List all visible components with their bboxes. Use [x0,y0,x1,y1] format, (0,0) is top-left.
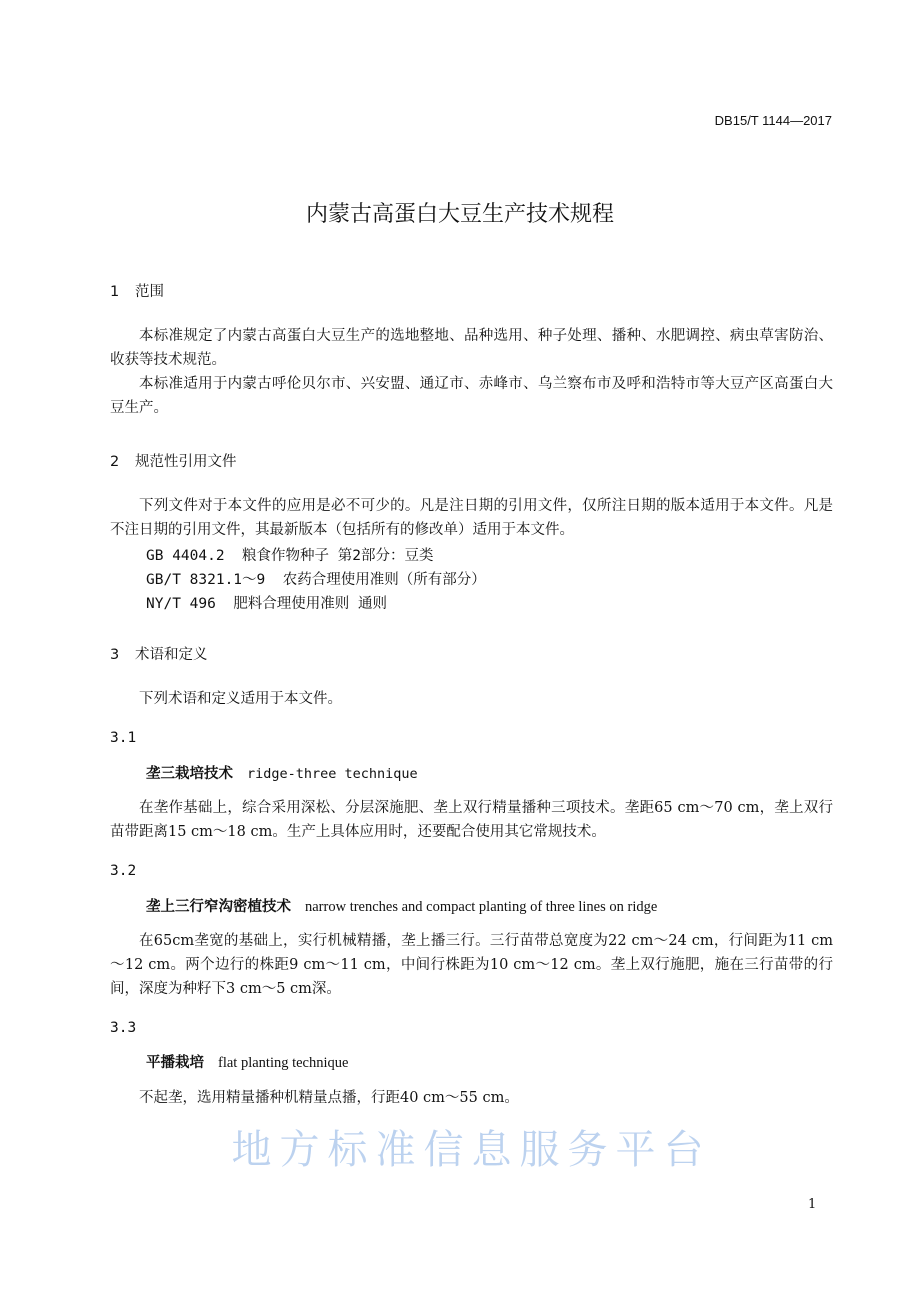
term-chinese: 垄上三行窄沟密植技术 [146,899,291,915]
term-number: 3.1 [110,730,137,746]
scope-paragraph-1: 本标准规定了内蒙古高蛋白大豆生产的选地整地、品种选用、种子处理、播种、水肥调控、病虫草害防治、收获等技术规范。 [110,328,833,368]
document-body [110,280,833,1174]
reference-code: NY/T 496 [146,596,216,612]
term-english: flat planting technique [218,1055,349,1071]
document-code: DB15/T 1144—2017 [714,113,832,128]
terms-intro: 下列术语和定义适用于本文件。 [139,691,342,707]
watermark: 地方标准信息服务平台 [231,1127,712,1173]
term-heading [110,1051,833,1075]
term-chinese: 平播栽培 [146,1055,204,1071]
scope-paragraph-2: 本标准适用于内蒙古呼伦贝尔市、兴安盟、通辽市、赤峰市、乌兰察布市及呼和浩特市等大豆产区高蛋白大豆生产。 [110,376,833,416]
section-number: 2 [110,454,120,470]
section-number: 3 [110,647,120,663]
reference-name: 农药合理使用准则（所有部分） [282,572,486,588]
section-title: 术语和定义 [135,647,208,663]
section-number: 1 [110,284,120,300]
term-definition: 不起垄，选用精量播种机精量点播，行距40 cm～55 cm。 [139,1090,519,1106]
reference-code: GB 4404.2 [146,548,225,564]
section-2-heading [110,450,833,474]
section-title: 规范性引用文件 [135,454,237,470]
section-title: 范围 [135,284,164,300]
term-definition: 在65cm垄宽的基础上，实行机械精播，垄上播三行。三行苗带总宽度为22 cm～24 cm，行间距为11 cm～12 cm。两个边行的株距9 cm～11 cm，中间行株距为10 cm～12 cm。垄上双行施肥，施在三行苗带的行间，深度为种籽下3 cm～5 cm深。 [110,933,833,997]
term-heading [110,895,833,919]
term-definition: 在垄作基础上，综合采用深松、分层深施肥、垄上双行精量播种三项技术。垄距65 cm～70 cm，垄上双行苗带距离15 cm～18 cm。生产上具体应用时，还要配合使用其它常规技术。 [110,800,833,840]
term-number: 3.3 [110,1020,137,1036]
term-heading [110,762,833,786]
reference-code: GB/T 8321.1～9 [146,572,266,588]
document-title: 内蒙古高蛋白大豆生产技术规程 [305,202,614,227]
references-intro: 下列文件对于本文件的应用是必不可少的。凡是注日期的引用文件，仅所注日期的版本适用于本文件。凡是不注日期的引用文件，其最新版本（包括所有的修改单）适用于本文件。 [110,498,833,538]
section-3-heading [110,643,833,667]
reference-item [110,592,833,616]
section-1-heading [110,280,833,304]
term-english: ridge-three technique [247,766,418,782]
reference-name: 粮食作物种子 第2部分：豆类 [242,548,434,564]
reference-item [110,568,833,592]
reference-item [110,544,833,568]
reference-name: 肥料合理使用准则 通则 [233,596,388,612]
term-chinese: 垄三栽培技术 [146,766,233,782]
term-english: narrow trenches and compact planting of three lines on ridge [305,899,658,915]
term-number: 3.2 [110,863,137,879]
page-number: 1 [808,1197,817,1212]
